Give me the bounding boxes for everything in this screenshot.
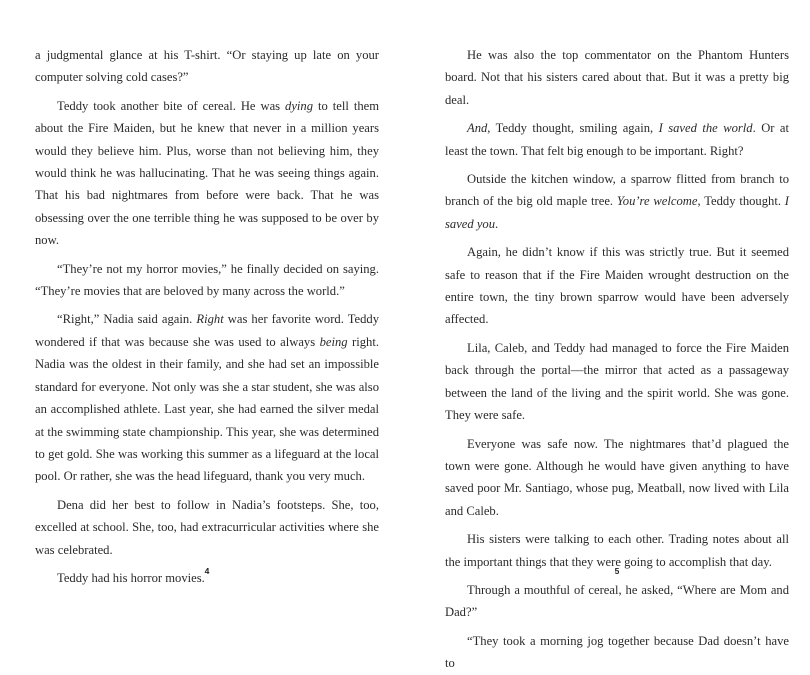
- page-number-right: 5: [614, 566, 620, 576]
- right-page: [445, 0, 790, 671]
- paragraph: Through a mouthful of cereal, he asked, “Where are Mom and Dad?”: [445, 582, 789, 620]
- paragraph: Lila, Caleb, and Teddy had managed to force the Fire Maiden back through the portal—the mirror that acted as a passageway between the land of the living and the spirit world. She was gone. They were safe.: [445, 340, 789, 423]
- left-page: [35, 0, 379, 608]
- paragraph: Teddy took another bite of cereal. He was dying to tell them about the Fire Maiden, but he knew that never in a million years would they believe him. Plus, worse than not believing him, they would think he was hallucinating. That he was seeing things again. That his bad nightmares from before were back. That he was obsessing over the one terrible thing he was supposed to be over by now.: [35, 98, 379, 248]
- paragraph: “They’re not my horror movies,” he finally decided on saying. “They’re movies that are beloved by many across the world.”: [35, 261, 379, 299]
- paragraph: a judgmental glance at his T-shirt. “Or staying up late on your computer solving cold cases?”: [35, 48, 379, 85]
- paragraph: Outside the kitchen window, a sparrow flitted from branch to branch of the big old maple tree. You’re welcome, Teddy thought. I saved you.: [445, 172, 789, 231]
- paragraph: And, Teddy thought, smiling again, I saved the world. Or at least the town. That felt big enough to be important. Right?: [445, 121, 790, 158]
- paragraph: Everyone was safe now. The nightmares that’d plagued the town were gone. Although he would have given anything to have saved poor Mr. Santiago, whose pug, Meatball, now lived with Lila and Caleb.: [445, 436, 789, 518]
- page-number-left: 4: [204, 566, 210, 576]
- paragraph: Again, he didn’t know if this was strictly true. But it seemed safe to reason that if the Fire Maiden wrought destruction on the entire town, the tiny brown sparrow would have been adversely affected.: [445, 245, 789, 327]
- right-page-text: [445, 44, 789, 675]
- paragraph: “Right,” Nadia said again. Right was her favorite word. Teddy wondered if that was because she was used to always being right. Nadia was the oldest in their family, and she had set an impossible standard for everyone. Not only was she a star student, she was also an accomplished athlete. Last year, she had earned the silver medal at the swimming state championship. This year, she was determined to get gold. She was working this summer as a lifeguard at the local pool. Or rather, she was the head lifeguard, thank you very much.: [35, 312, 379, 484]
- paragraph: He was also the top commentator on the Phantom Hunters board. Not that his sisters cared about that. But it was a pretty big deal.: [445, 48, 789, 107]
- paragraph: “They took a morning jog together because Dad doesn’t have to: [445, 633, 789, 671]
- paragraph: His sisters were talking to each other. Trading notes about all the important things that they were going to accomplish that day.: [445, 532, 789, 569]
- left-page-text: [35, 44, 379, 589]
- paragraph: Dena did her best to follow in Nadia’s footsteps. She, too, excelled at school. She, too, had extracurricular activities where she was celebrated.: [35, 497, 379, 557]
- paragraph: Teddy had his horror movies.: [57, 570, 205, 585]
